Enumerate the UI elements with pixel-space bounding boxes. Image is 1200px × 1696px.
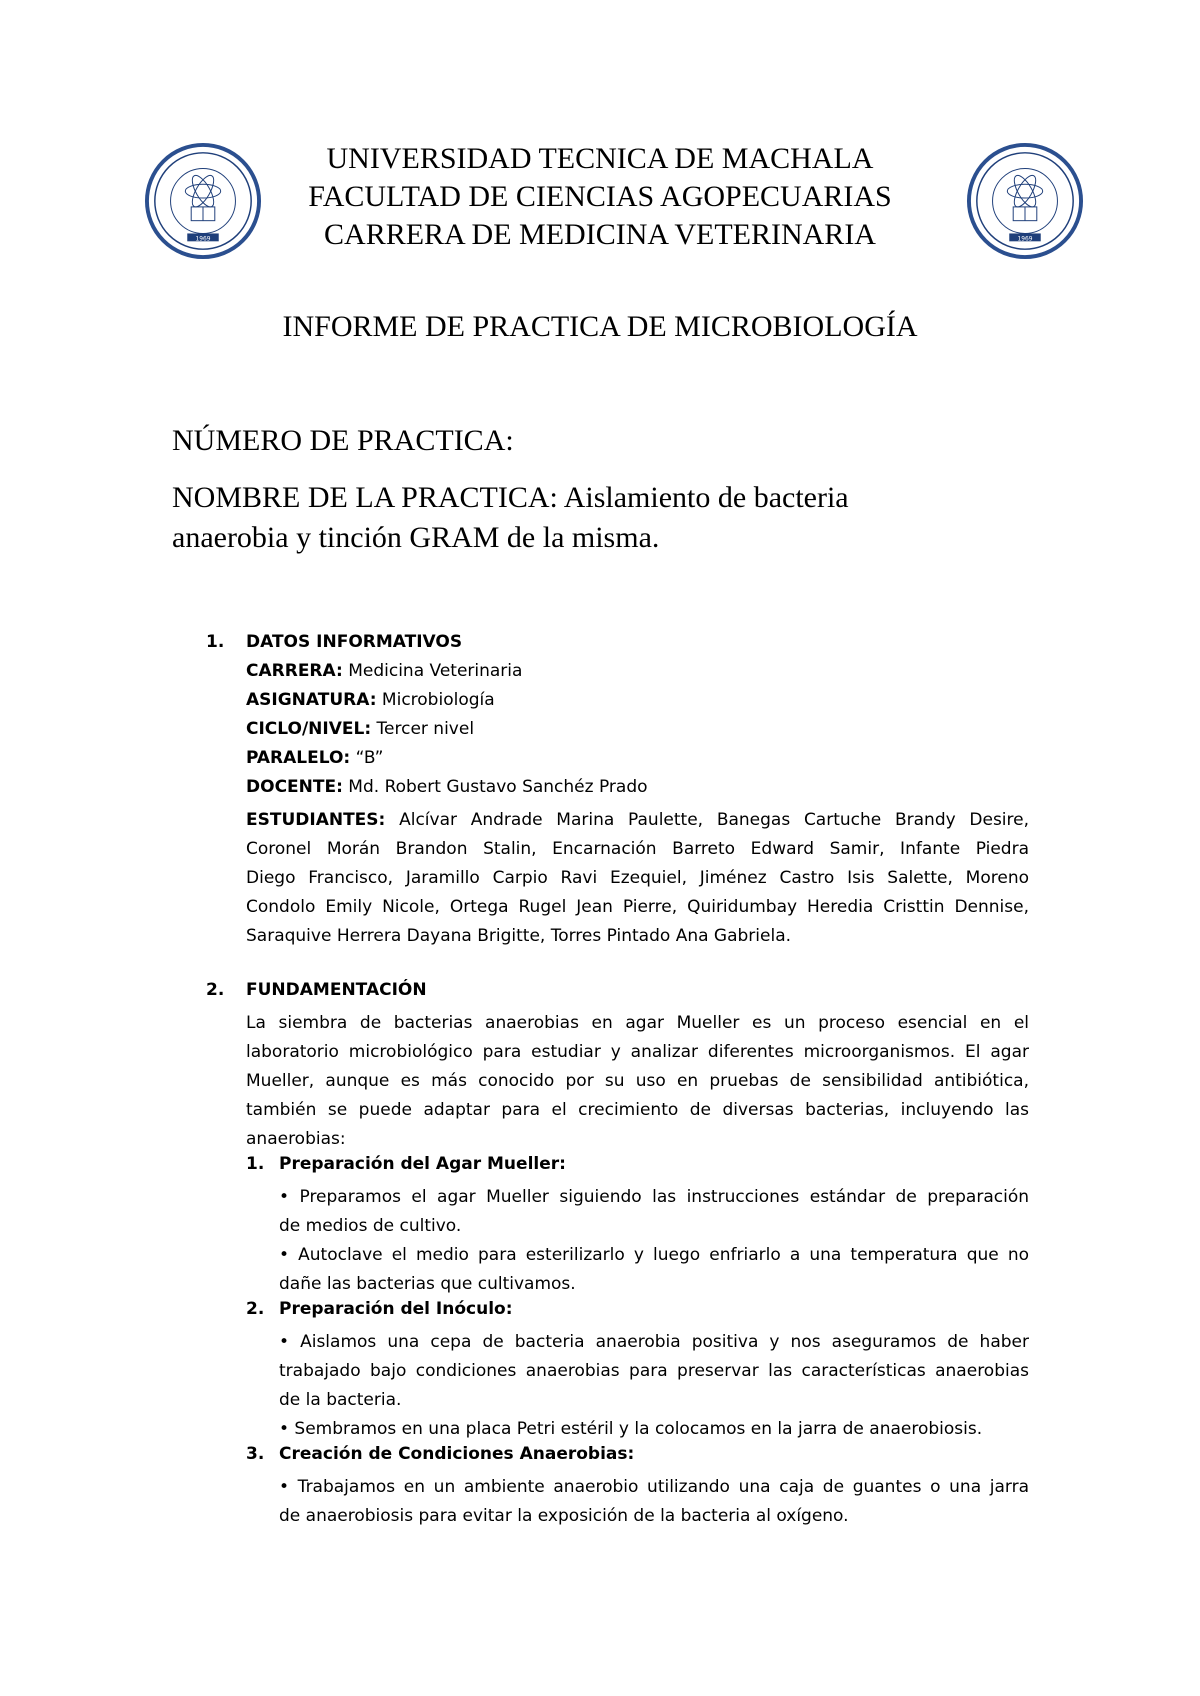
ciclo-label: CICLO/NIVEL: bbox=[246, 719, 372, 739]
practice-name-label: NOMBRE DE LA PRACTICA: bbox=[172, 481, 558, 514]
fundamentacion-intro bbox=[246, 1009, 1029, 1154]
step-2-number: 2. bbox=[246, 1299, 265, 1319]
report-title: INFORME DE PRACTICA DE MICROBIOLOGÍA bbox=[282, 310, 918, 343]
university-seal-left bbox=[144, 142, 262, 260]
intro-line: laboratorio microbiológico para estudiar y analizar diferentes microorganismos. El agar bbox=[246, 1042, 1029, 1062]
carrera-value: Medicina Veterinaria bbox=[348, 661, 523, 681]
step-3-bullets bbox=[279, 1473, 1029, 1531]
ciclo-value: Tercer nivel bbox=[376, 719, 475, 739]
estudiantes-label: ESTUDIANTES: bbox=[246, 810, 386, 830]
section-1-title: DATOS INFORMATIVOS bbox=[246, 632, 463, 652]
estudiantes-line: Condolo Emily Nicole, Ortega Rugel Jean Pierre, Quiridumbay Heredia Cristtin Dennise, bbox=[246, 897, 1029, 917]
intro-line: también se puede adaptar para el crecimiento de diversas bacterias, incluyendo las bbox=[246, 1100, 1029, 1120]
bullet-line: trabajado bajo condiciones anaerobias para preservar las características anaerobias bbox=[279, 1361, 1029, 1381]
intro-line: La siembra de bacterias anaerobias en agar Mueller es un proceso esencial en el bbox=[246, 1013, 1029, 1033]
step-2-bullets bbox=[279, 1328, 1029, 1444]
practice-number-label: NÚMERO DE PRACTICA: bbox=[172, 424, 514, 457]
estudiantes-line: Coronel Morán Brandon Stalin, Encarnación Barreto Edward Samir, Infante Piedra bbox=[246, 839, 1029, 859]
bullet-line: de la bacteria. bbox=[279, 1390, 402, 1410]
practice-name-value-1: Aislamiento de bacteria bbox=[563, 481, 849, 514]
estudiantes-line: ESTUDIANTES: Alcívar Andrade Marina Paulette, Banegas Cartuche Brandy Desire, bbox=[246, 810, 1030, 830]
faculty-name: FACULTAD DE CIENCIAS AGOPECUARIAS bbox=[308, 180, 892, 213]
section-2-number: 2. bbox=[206, 980, 225, 1000]
practice-name bbox=[172, 478, 992, 558]
docente-row bbox=[246, 777, 648, 797]
intro-line: Mueller, aunque es más conocido por su uso en pruebas de sensibilidad antibiótica, bbox=[246, 1071, 1029, 1091]
step-1-bullets bbox=[279, 1183, 1029, 1299]
step-3-title: Creación de Condiciones Anaerobias: bbox=[279, 1444, 635, 1464]
estudiantes-line: Saraquive Herrera Dayana Brigitte, Torres Pintado Ana Gabriela. bbox=[246, 926, 792, 946]
bullet-line: • Trabajamos en un ambiente anaerobio utilizando una caja de guantes o una jarra bbox=[279, 1477, 1029, 1497]
step-3-number: 3. bbox=[246, 1444, 265, 1464]
bullet-line: • Preparamos el agar Mueller siguiendo las instrucciones estándar de preparación bbox=[279, 1187, 1029, 1207]
asignatura-value: Microbiología bbox=[381, 690, 495, 710]
carrera-row bbox=[246, 661, 522, 681]
section-1-number: 1. bbox=[206, 632, 225, 652]
estudiantes-block bbox=[246, 806, 1029, 951]
seal-year-right: 1969 bbox=[1017, 236, 1033, 243]
seal-year-left: 1969 bbox=[195, 236, 211, 243]
intro-line: anaerobias: bbox=[246, 1129, 346, 1149]
bullet-line: de anaerobiosis para evitar la exposición de la bacteria al oxígeno. bbox=[279, 1506, 849, 1526]
step-1-number: 1. bbox=[246, 1154, 265, 1174]
paralelo-value: “B” bbox=[355, 748, 384, 768]
practice-name-value-2: anaerobia y tinción GRAM de la misma. bbox=[172, 521, 660, 554]
career-name: CARRERA DE MEDICINA VETERINARIA bbox=[324, 218, 876, 251]
docente-value: Md. Robert Gustavo Sanchéz Prado bbox=[348, 777, 648, 797]
bullet-line: • Autoclave el medio para esterilizarlo y luego enfriarlo a una temperatura que no bbox=[279, 1245, 1029, 1265]
institution-header bbox=[250, 140, 950, 254]
carrera-label: CARRERA: bbox=[246, 661, 343, 681]
paralelo-label: PARALELO: bbox=[246, 748, 351, 768]
ciclo-row bbox=[246, 719, 474, 739]
step-2-title: Preparación del Inóculo: bbox=[279, 1299, 513, 1319]
university-seal-right bbox=[966, 142, 1084, 260]
bullet-line: de medios de cultivo. bbox=[279, 1216, 462, 1236]
section-2-title: FUNDAMENTACIÓN bbox=[246, 980, 427, 1000]
bullet-line: • Sembramos en una placa Petri estéril y la colocamos en la jarra de anaerobiosis. bbox=[279, 1419, 983, 1439]
estudiantes-line: Diego Francisco, Jaramillo Carpio Ravi Ezequiel, Jiménez Castro Isis Salette, Moreno bbox=[246, 868, 1029, 888]
docente-label: DOCENTE: bbox=[246, 777, 343, 797]
asignatura-row bbox=[246, 690, 495, 710]
university-name: UNIVERSIDAD TECNICA DE MACHALA bbox=[326, 142, 874, 175]
bullet-line: dañe las bacterias que cultivamos. bbox=[279, 1274, 576, 1294]
paralelo-row bbox=[246, 748, 383, 768]
bullet-line: • Aislamos una cepa de bacteria anaerobia positiva y nos aseguramos de haber bbox=[279, 1332, 1029, 1352]
asignatura-label: ASIGNATURA: bbox=[246, 690, 377, 710]
step-1-title: Preparación del Agar Mueller: bbox=[279, 1154, 566, 1174]
